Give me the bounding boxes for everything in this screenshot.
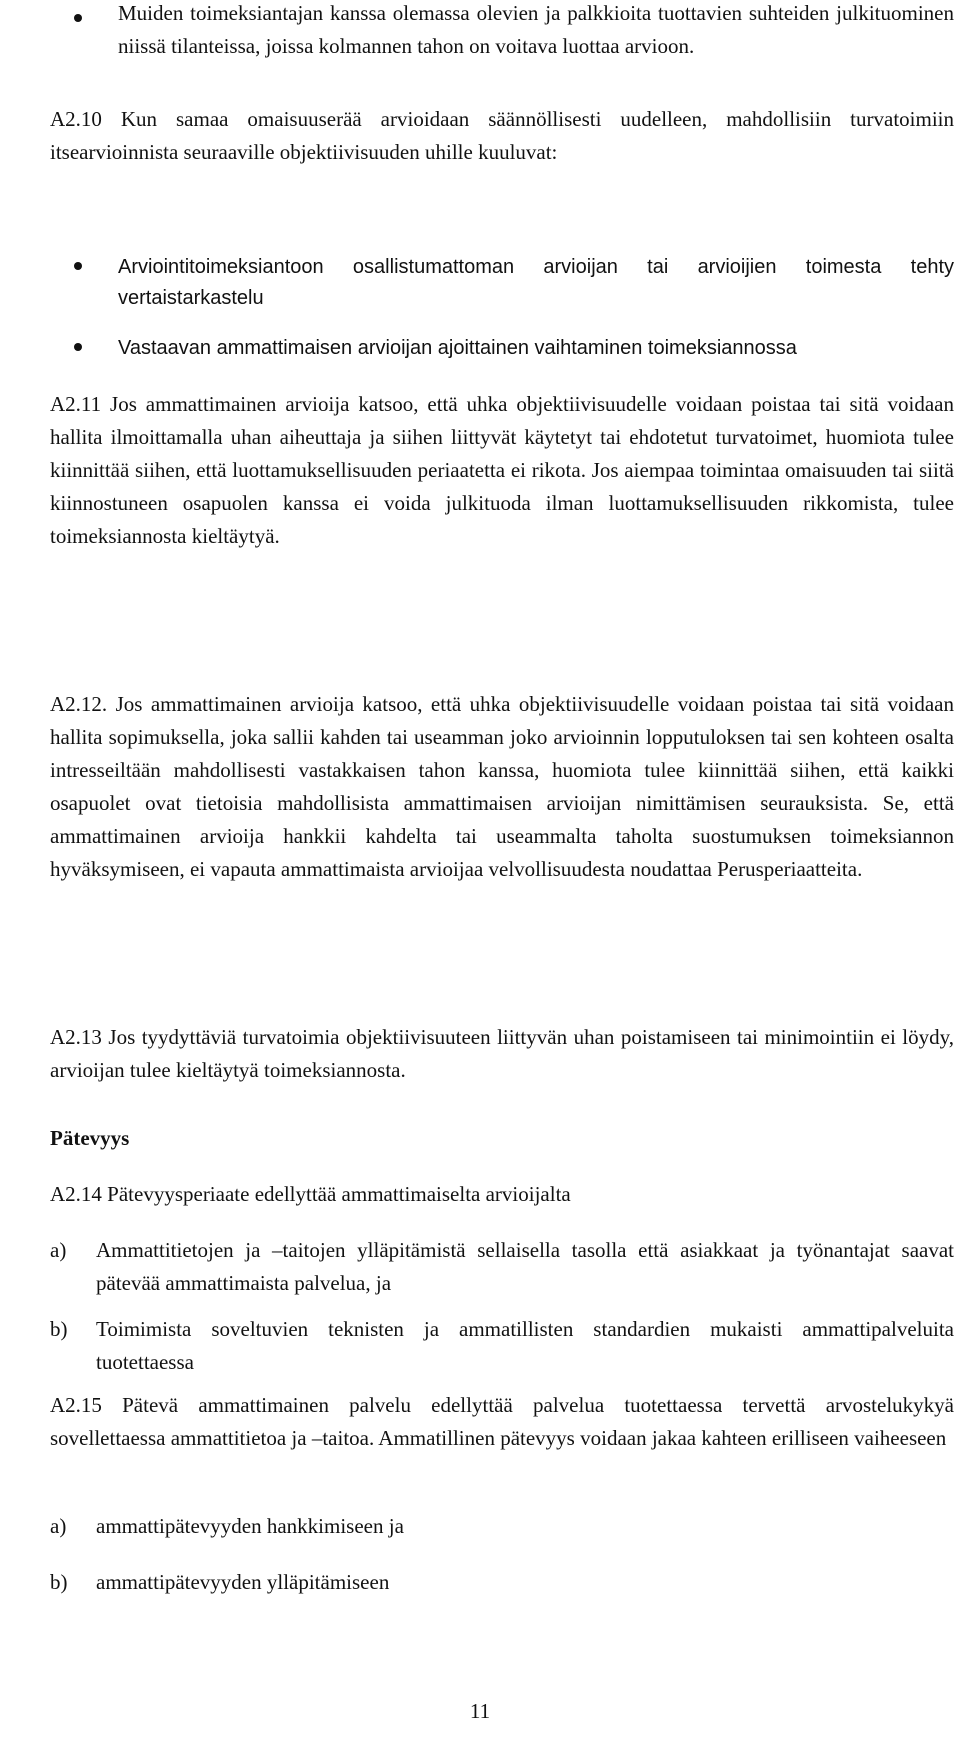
list-item: Toimimista soveltuvien teknisten ja ammatillisten standardien mukaisti ammattipalveluita tuotettaessa — [96, 1317, 954, 1374]
list-letter: a) — [50, 1238, 67, 1262]
list-item: ammattipätevyyden hankkimiseen ja — [96, 1514, 404, 1538]
list-letter: a) — [50, 1514, 67, 1538]
list-item: Ammattitietojen ja –taitojen ylläpitämistä sellaisella tasolla että asiakkaat ja työnantajat saavat pätevää ammattimaista palvelua, ja — [96, 1238, 954, 1295]
bullet-marker — [74, 14, 82, 22]
list-letter: b) — [50, 1570, 68, 1594]
list-item: ammattipätevyyden ylläpitämiseen — [96, 1570, 390, 1594]
bullet-item: Arviointitoimeksiantoon osallistumattoman arvioijan tai arvioijien toimesta tehty vertaistarkastelu — [118, 256, 954, 309]
bullet-item: Vastaavan ammattimaisen arvioijan ajoittainen vaihtaminen toimeksiannossa — [118, 337, 797, 359]
bullet-marker — [74, 343, 82, 351]
bullet-marker — [74, 262, 82, 270]
paragraph-a2-14: A2.14 Pätevyysperiaate edellyttää ammattimaiselta arvioijalta — [50, 1182, 571, 1206]
section-heading: Pätevyys — [50, 1126, 130, 1150]
list-letter: b) — [50, 1317, 68, 1341]
page-number: 11 — [469, 1699, 491, 1723]
bullet-item: Muiden toimeksiantajan kanssa olemassa olevien ja palkkioita tuottavien suhteiden julkituominen niissä tilanteissa, joissa kolmannen tahon on voitava luottaa arvioon. — [118, 1, 954, 58]
paragraph-a2-13: A2.13 Jos tyydyttäviä turvatoimia objektiivisuuteen liittyvän uhan poistamiseen tai minimointiin ei löydy, arvioijan tulee kieltäytyä toimeksiannosta. — [50, 1025, 954, 1082]
paragraph-a2-10: A2.10 Kun samaa omaisuuserää arvioidaan säännöllisesti uudelleen, mahdollisiin turvatoimiin itsearvioinnista seuraaville objektiivisuuden uhille kuuluvat: — [50, 107, 954, 164]
paragraph-a2-11: A2.11 Jos ammattimainen arvioija katsoo, että uhka objektiivisuudelle voidaan poistaa tai sitä voidaan hallita ilmoittamalla uhan aiheuttaja ja siihen liittyvät käytetyt tai ehdotetut turvatoimet, huomiota tulee kiinnittää siihen, että luottamuksellisuuden periaatetta ei rikota. Jos aiempaa toimintaa omaisuuden tai siitä kiinnostuneen osapuolen kanssa ei voida julkituoda ilman luottamuksellisuuden rikkomista, tulee toimeksiannosta kieltäytyä. — [50, 392, 954, 548]
paragraph-a2-12: A2.12. Jos ammattimainen arvioija katsoo, että uhka objektiivisuudelle voidaan poistaa tai sitä voidaan hallita sopimuksella, joka sallii kahden tai useamman joko arvioinnin lopputuloksen tai sen kohteen osalta intresseiltään mahdollisesti vastakkaisen tahon kanssa, huomiota tulee kiinnittää siihen, että kaikki osapuolet ovat tietoisia mahdollisista ammattimaisen arvioijan nimittämisen seurauksista. Se, että ammattimainen arvioija hankkii kahdelta tai useammalta taholta suostumuksen toimeksiannon hyväksymiseen, ei vapauta ammattimaista arvioijaa velvollisuudesta noudattaa Perusperiaatteita. — [50, 692, 954, 881]
paragraph-a2-15: A2.15 Pätevä ammattimainen palvelu edellyttää palvelua tuotettaessa tervettä arvostelukykyä sovellettaessa ammattitietoa ja –taitoa. Ammatillinen pätevyys voidaan jakaa kahteen erilliseen vaiheeseen — [50, 1393, 954, 1450]
